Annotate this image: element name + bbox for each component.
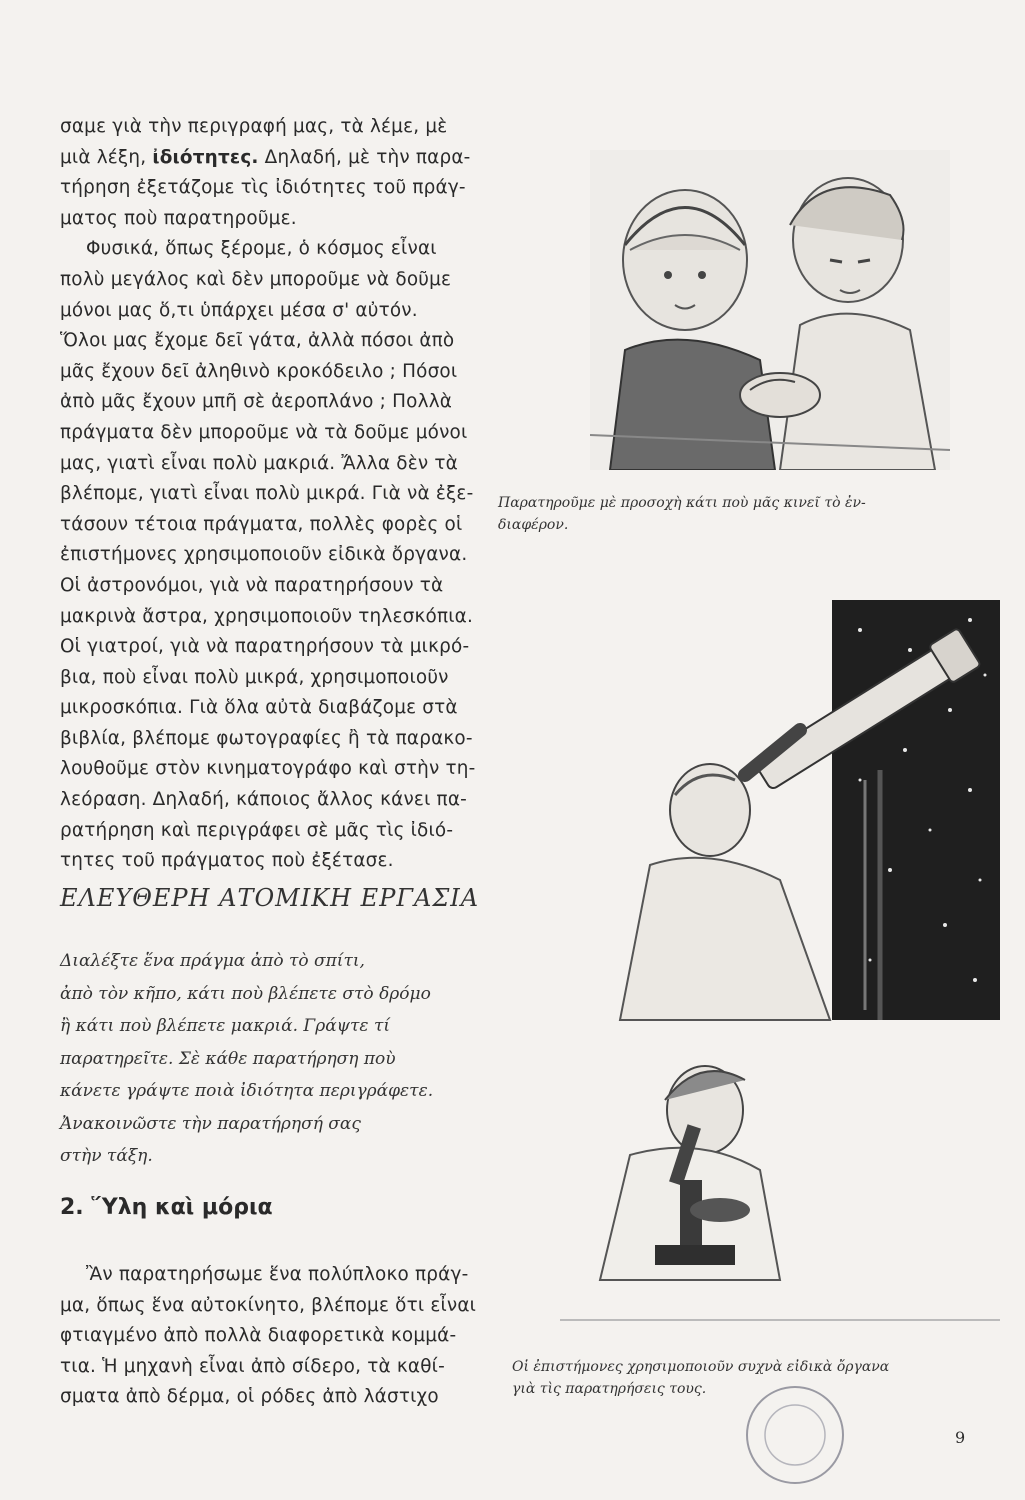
caption-line: διαφέρον. bbox=[498, 517, 569, 533]
text-line: τήρηση ἐξετάζομε τὶς ἰδιότητες τοῦ πράγ- bbox=[60, 177, 466, 199]
exercise-line: Ἀνακοινῶστε τὴν παρατήρησή σας bbox=[60, 1113, 361, 1134]
text-line: λουθοῦμε στὸν κινηματογράφο καὶ στὴν τη- bbox=[60, 758, 476, 780]
text-line: Ἂν παρατηρήσωμε ἕνα πολύπλοκο πράγ- bbox=[86, 1264, 469, 1285]
section-2-heading: 2. Ὕλη καὶ μόρια bbox=[60, 1195, 273, 1220]
text-line: τια. Ἡ μηχανὴ εἶναι ἀπὸ σίδερο, τὰ καθί- bbox=[60, 1355, 445, 1377]
section-2-body bbox=[60, 1260, 480, 1413]
text-line: φτιαγμένο ἀπὸ πολλὰ διαφορετικὰ κομμά- bbox=[60, 1325, 457, 1347]
text-line: μα, ὅπως ἕνα αὐτοκίνητο, βλέπομε ὅτι εἶναι bbox=[60, 1294, 477, 1316]
text-line: βλέπομε, γιατὶ εἶναι πολὺ μικρά. Γιὰ νὰ ἐξε- bbox=[60, 483, 474, 505]
exercise-line: ἀπὸ τὸν κῆπο, κάτι ποὺ βλέπετε στὸ δρόμο bbox=[60, 983, 431, 1004]
text-line: Οἱ γιατροί, γιὰ νὰ παρατηρήσουν τὰ μικρό- bbox=[60, 636, 470, 658]
text-line: σαμε γιὰ τὴν περιγραφή μας, τὰ λέμε, μὲ bbox=[60, 116, 448, 137]
exercise-line: παρατηρεῖτε. Σὲ κάθε παρατήρηση ποὺ bbox=[60, 1048, 396, 1069]
text-line: μακρινὰ ἄστρα, χρησιμοποιοῦν τηλεσκόπια. bbox=[60, 605, 474, 627]
text-line: βιβλία, βλέπομε φωτογραφίες ἢ τὰ παρακο- bbox=[60, 727, 473, 749]
library-stamp bbox=[740, 1380, 850, 1490]
caption-line: γιὰ τὶς παρατηρήσεις τους. bbox=[512, 1381, 707, 1397]
text-line: πράγματα δὲν μποροῦμε νὰ τὰ δοῦμε μόνοι bbox=[60, 421, 468, 443]
text-line: τάσουν τέτοια πράγματα, πολλὲς φορὲς οἱ bbox=[60, 513, 463, 535]
exercise-line: Διαλέξτε ἕνα πράγμα ἀπὸ τὸ σπίτι, bbox=[60, 951, 365, 971]
text-line: Φυσικά, ὅπως ξέρομε, ὁ κόσμος εἶναι bbox=[86, 238, 437, 260]
exercise-line: κάνετε γράψτε ποιὰ ἰδιότητα περιγράφετε. bbox=[60, 1081, 434, 1101]
main-body-text bbox=[60, 112, 480, 877]
text-line: σματα ἀπὸ δέρμα, οἱ ρόδες ἀπὸ λάστιχο bbox=[60, 1386, 439, 1408]
text-line: ἐπιστήμονες χρησιμοποιοῦν εἰδικὰ ὄργανα. bbox=[60, 544, 468, 566]
caption-children bbox=[498, 492, 968, 536]
text-line: τητες τοῦ πράγματος ποὺ ἐξέτασε. bbox=[60, 850, 394, 872]
scientists-illustration bbox=[560, 580, 1000, 1350]
exercise-line: στὴν τάξη. bbox=[60, 1146, 153, 1166]
exercise-line: ἢ κάτι ποὺ βλέπετε μακριά. Γράψτε τί bbox=[60, 1016, 391, 1036]
text-line: ματος ποὺ παρατηροῦμε. bbox=[60, 207, 297, 229]
text-line: μικροσκόπια. Γιὰ ὅλα αὐτὰ διαβάζομε στὰ bbox=[60, 697, 458, 719]
text-line: μᾶς ἔχουν δεῖ ἀληθινὸ κροκόδειλο ; Πόσοι bbox=[60, 360, 458, 382]
caption-line: Οἱ ἐπιστήμονες χρησιμοποιοῦν συχνὰ εἰδικὰ ὄργανα bbox=[512, 1359, 890, 1375]
exercise-text bbox=[60, 945, 480, 1173]
caption-line: Παρατηροῦμε μὲ προσοχὴ κάτι ποὺ μᾶς κινεῖ τὸ ἐν- bbox=[498, 495, 866, 511]
children-observing-illustration bbox=[590, 150, 950, 470]
text-line: Οἱ ἀστρονόμοι, γιὰ νὰ παρατηρήσουν τὰ bbox=[60, 574, 444, 596]
text-line: Ὅλοι μας ἔχομε δεῖ γάτα, ἀλλὰ πόσοι ἀπὸ bbox=[60, 330, 455, 352]
exercise-section-title: ΕΛΕΥΘΕΡΗ ΑΤΟΜΙΚΗ ΕΡΓΑΣΙΑ bbox=[60, 884, 480, 912]
text-line: ἀπὸ μᾶς ἔχουν μπῆ σὲ ἀεροπλάνο ; Πολλὰ bbox=[60, 391, 453, 413]
text-line: μας, γιατὶ εἶναι πολὺ μακριά. Ἄλλα δὲν τὰ bbox=[60, 452, 458, 474]
keyword-properties: ἰδιότητες. bbox=[152, 146, 259, 168]
page-number: 9 bbox=[955, 1428, 966, 1447]
text-line: μιὰ λέξη, ἰδιότητες. Δηλαδή, μὲ τὴν παρα- bbox=[60, 146, 471, 168]
text-line: μόνοι μας ὅ,τι ὑπάρχει μέσα σ' αὐτόν. bbox=[60, 299, 418, 321]
text-line: βια, ποὺ εἶναι πολὺ μικρά, χρησιμοποιοῦν bbox=[60, 666, 449, 688]
text-line: πολὺ μεγάλος καὶ δὲν μποροῦμε νὰ δοῦμε bbox=[60, 268, 452, 290]
text-line: ρατήρηση καὶ περιγράφει σὲ μᾶς τὶς ἰδιό- bbox=[60, 819, 454, 841]
text-line: λεόραση. Δηλαδή, κάποιος ἄλλος κάνει πα- bbox=[60, 789, 467, 811]
